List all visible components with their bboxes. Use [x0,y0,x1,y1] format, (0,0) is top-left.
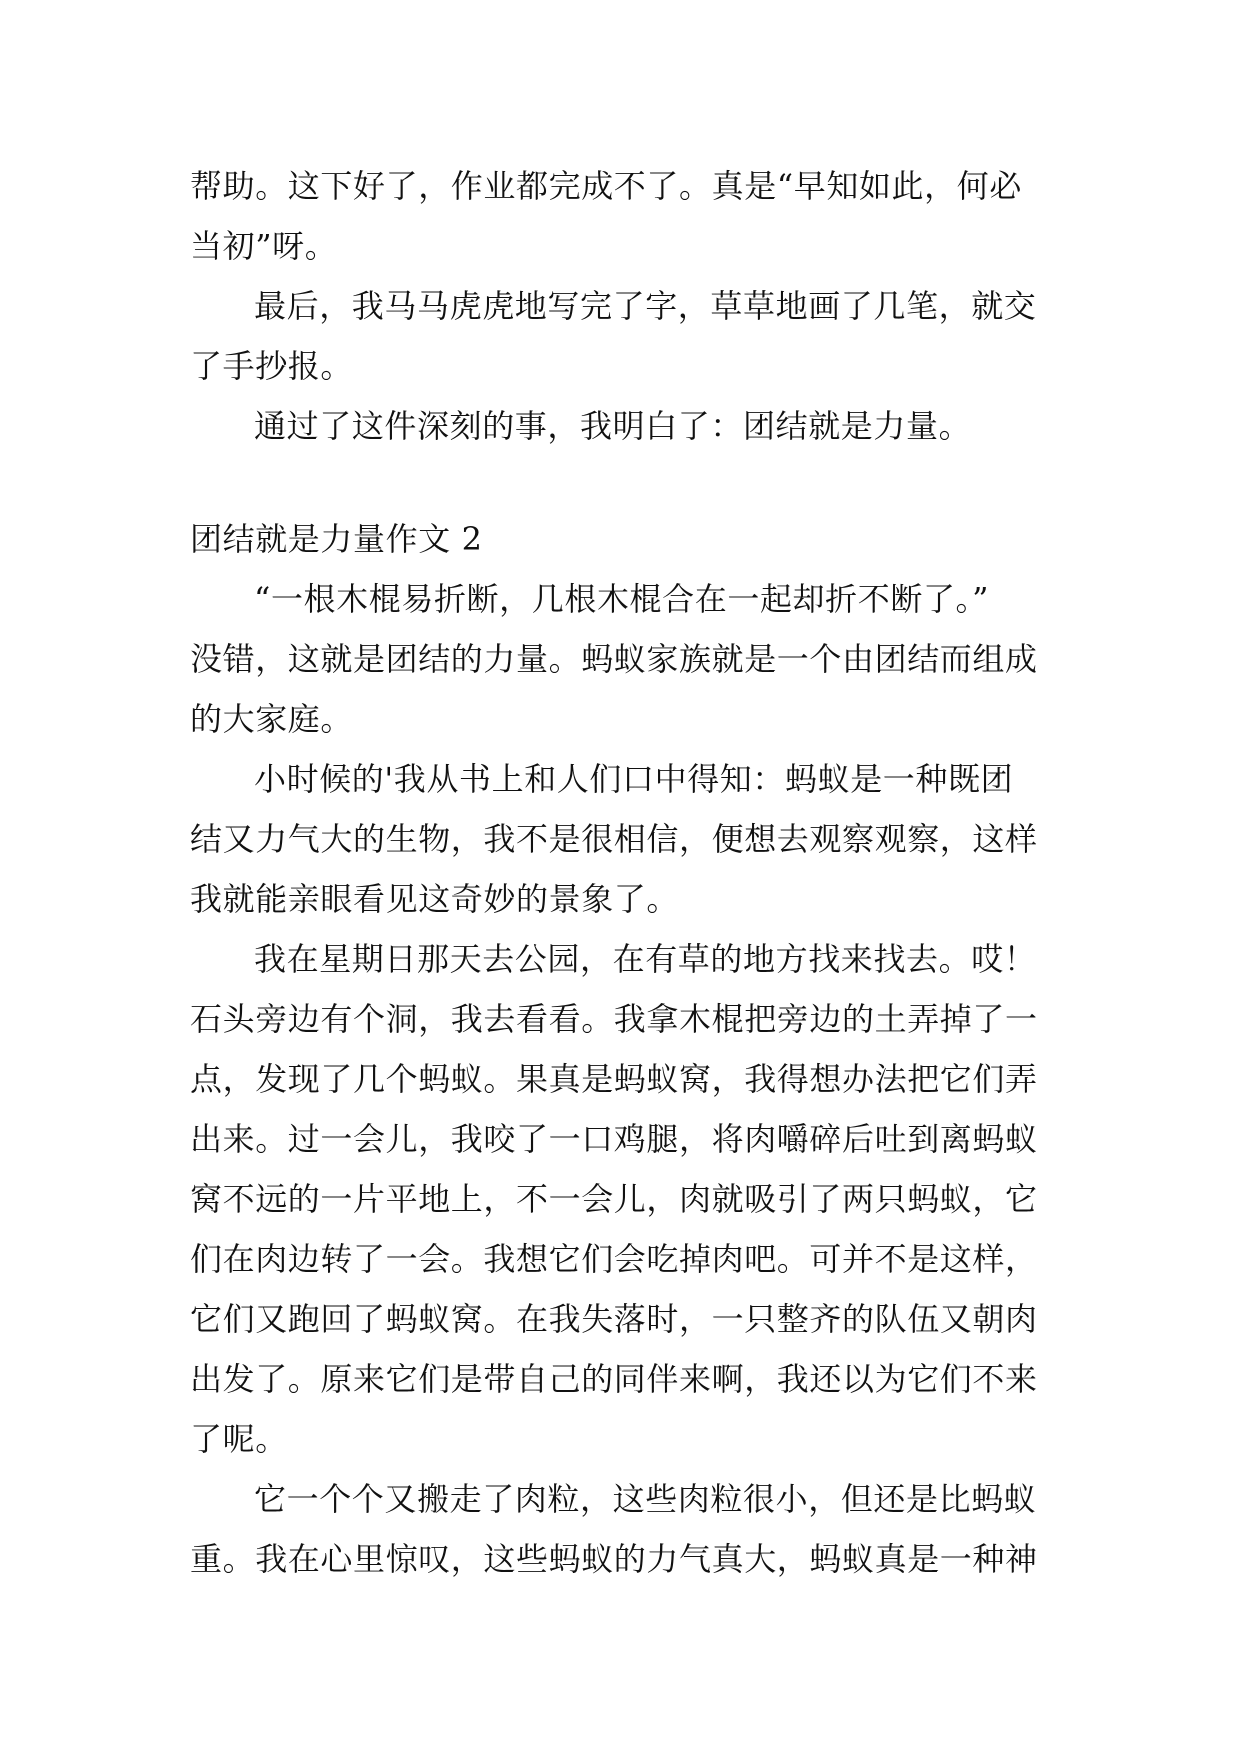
text-line: 通过了这件深刻的事，我明白了：团结就是力量。 [254,407,972,445]
text-line: 出来。过一会儿，我咬了一口鸡腿，将肉嚼碎后吐到离蚂蚁 [190,1120,1038,1158]
paragraph [190,929,1054,1469]
text-line: 出发了。原来它们是带自己的同伴来啊，我还以为它们不来 [190,1360,1038,1398]
section-heading: 团结就是力量作文 2 [190,520,483,558]
text-line: 结又力气大的生物，我不是很相信，便想去观察观察，这样 [190,820,1038,858]
text-line: 最后，我马马虎虎地写完了字，草草地画了几笔，就交 [254,287,1037,325]
text-line: 没错，这就是团结的力量。蚂蚁家族就是一个由团结而组成 [190,640,1038,678]
section-gap [190,456,1054,509]
text-line: 它一个个又搬走了肉粒，这些肉粒很小，但还是比蚂蚁 [254,1480,1037,1518]
text-line: 当初”呀。 [190,227,338,265]
text-line: 的大家庭。 [190,700,354,738]
text-line: 点，发现了几个蚂蚁。果真是蚂蚁窝，我得想办法把它们弄 [190,1060,1038,1098]
text-line: 帮助。这下好了，作业都完成不了。真是“早知如此，何必 [190,167,1022,205]
paragraph [190,156,1054,276]
text-line: 小时候的'我从书上和人们口中得知：蚂蚁是一种既团 [254,760,1014,798]
text-line: 它们又跑回了蚂蚁窝。在我失落时，一只整齐的队伍又朝肉 [190,1300,1038,1338]
text-line: 们在肉边转了一会。我想它们会吃掉肉吧。可并不是这样， [190,1240,1038,1278]
text-line: 了手抄报。 [190,347,354,385]
text-line: 石头旁边有个洞，我去看看。我拿木棍把旁边的土弄掉了一 [190,1000,1038,1038]
text-line: “一根木棍易折断，几根木棍合在一起却折不断了。” [254,580,990,618]
paragraph [190,749,1054,929]
paragraph [190,1469,1054,1589]
document-body [190,156,1054,1589]
text-line: 重。我在心里惊叹，这些蚂蚁的力气真大，蚂蚁真是一种神 [190,1540,1038,1578]
text-line: 我就能亲眼看见这奇妙的景象了。 [190,880,680,918]
text-line: 了呢。 [190,1420,288,1458]
paragraph [190,396,1054,456]
text-line: 我在星期日那天去公园，在有草的地方找来找去。哎！ [254,940,1037,978]
text-line: 窝不远的一片平地上，不一会儿，肉就吸引了两只蚂蚁，它 [190,1180,1038,1218]
paragraph [190,276,1054,396]
paragraph [190,569,1054,749]
